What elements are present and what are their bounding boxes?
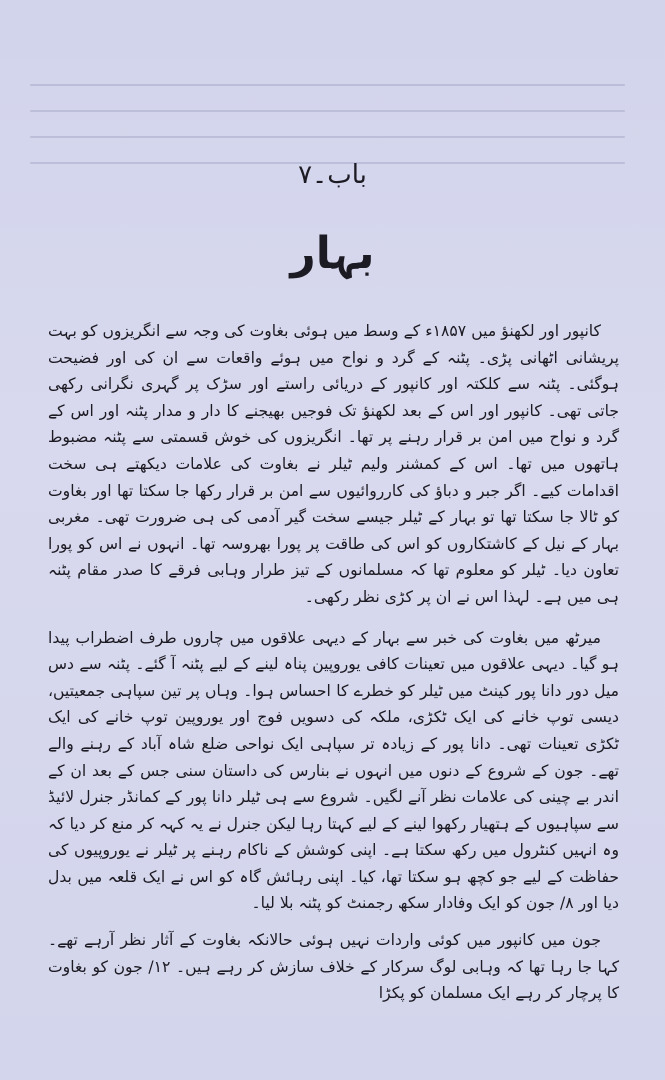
chapter-number: باب۔۷	[298, 160, 367, 190]
paragraph-1: کانپور اور لکھنؤ میں ۱۸۵۷ء کے وسط میں ہوئی بغاوت کی وجہ سے انگریزوں کو بہت پریشانی اٹھانی پڑی۔ پٹنہ کے گرد و نواح میں ہوئے واقعات سے ان کی اور فضیحت ہوگئی۔ پٹنہ سے کلکتہ اور کانپور کے دریائی راستے اور سڑک پر گہری نگرانی رکھی جاتی تھی۔ کانپور اور اس کے بعد لکھنؤ تک فوجیں بھیجنے کا دار و مدار پٹنہ اور اس کے گرد و نواح میں امن بر قرار رہنے پر تھا۔ انگریزوں کی خوش قسمتی سے پٹنہ مضبوط ہاتھوں میں تھا۔ اس کے کمشنر ولیم ٹیلر نے بغاوت کی علامات دیکھتے ہی سخت اقدامات کیے۔ اگر جبر و دباؤ کی کارروائیوں سے امن بر قرار رکھا جا سکتا تھا اور بغاوت کو ٹالا جا سکتا تھا تو بہار کے ٹیلر جیسے سخت گیر آدمی کی ہی ضرورت تھی۔ مغربی بہار کے نیل کے کاشتکاروں کو اس کی طاقت پر پورا بھروسہ تھا۔ انہوں نے اس کو پورا تعاون دیا۔ ٹیلر کو معلوم تھا کہ مسلمانوں کے تیز طرار وہابی فرقے کا صدر مقام پٹنہ ہی میں ہے۔ لہذا اس نے ان پر کڑی نظر رکھی۔	[48, 322, 619, 606]
paragraph-2: میرٹھ میں بغاوت کی خبر سے بہار کے دیہی علاقوں میں چاروں طرف اضطراب پیدا ہو گیا۔ دیہی علاقوں میں تعینات کافی یوروپین پناہ لینے کے لیے پٹنہ آ گئے۔ پٹنہ سے دس میل دور دانا پور کینٹ میں ٹیلر کو خطرے کا احساس ہوا۔ وہاں پر تین سپاہی جمعیتیں، دیسی توپ خانے کی ایک ٹکڑی، ملکہ کی دسویں فوج اور یوروپین توپ خانے کی ایک ٹکڑی تعینات تھی۔ دانا پور کے زیادہ تر سپاہی ایک نواحی ضلع شاہ آباد کے رہنے والے تھے۔ جون کے شروع کے دنوں میں انہوں نے بنارس کی داستان سنی جس کے بعد ان کے اندر بے چینی کی علامات نظر آنے لگیں۔ شروع سے ہی ٹیلر دانا پور کے کمانڈر جنرل لائیڈ سے سپاہیوں کے ہتھیار رکھوا لینے کے لیے کہتا رہا لیکن جنرل نے یہ کہہ کر منع کر دیا کہ وہ انہیں کنٹرول میں رکھ سکتا ہے۔ اپنی کوشش کے ناکام رہنے پر ٹیلر نے یوروپیوں کی حفاظت کے لیے جو کچھ ہو سکتا تھا، کیا۔ اپنی رہائش گاہ کو اس نے ایک قلعہ میں بدل دیا اور ۸/ جون کو ایک وفادار سکھ رجمنٹ کو پٹنہ بلا لیا۔	[48, 628, 619, 913]
body-text	[48, 318, 619, 1021]
paragraph-3: جون میں کانپور میں کوئی واردات نہیں ہوئی حالانکہ بغاوت کے آثار نظر آرہے تھے۔ کہا جا رہا تھا کہ وہابی لوگ سرکار کے خلاف سازش کر رہے ہیں۔ ۱۲/ جون کو بغاوت کا پرچار کر رہے ایک مسلمان کو پکڑا	[48, 931, 619, 1003]
chapter-title: بہار	[290, 228, 375, 279]
